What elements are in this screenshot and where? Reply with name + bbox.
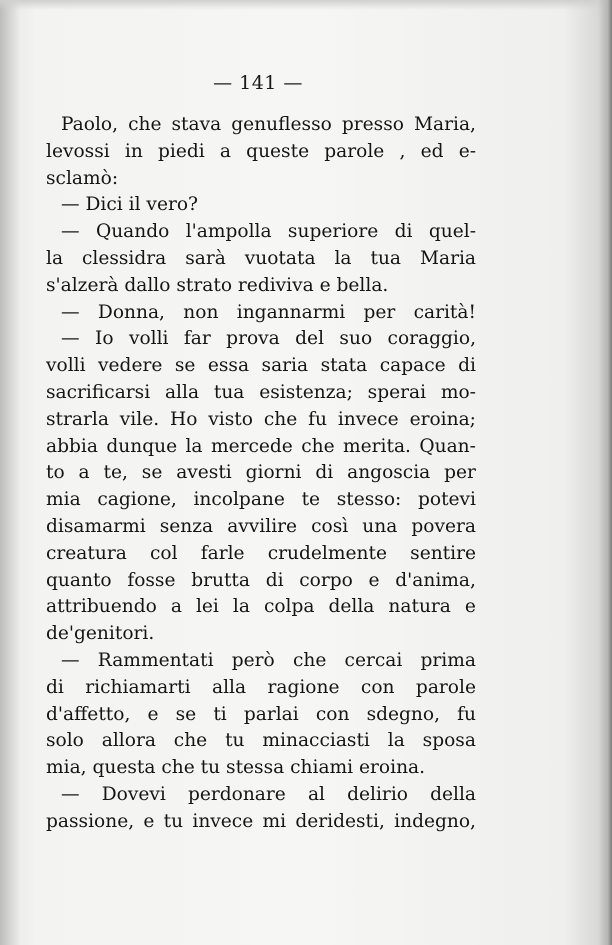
- text-line: s'alzerà dallo strato rediviva e bella.: [46, 274, 389, 296]
- word: te,: [103, 462, 128, 484]
- word: carità!: [413, 301, 476, 323]
- word: fu: [308, 408, 327, 430]
- word: volli: [128, 328, 169, 350]
- word: invece: [337, 408, 399, 430]
- word: ragione: [267, 676, 340, 698]
- word: natura: [388, 596, 451, 618]
- text-line: [46, 380, 476, 407]
- text-line: de'genitori.: [46, 623, 155, 645]
- word: una: [362, 515, 398, 537]
- word: tua: [213, 381, 245, 403]
- page-top-edge: [0, 0, 612, 10]
- word: creatura: [46, 542, 127, 564]
- word: merita.: [343, 435, 411, 457]
- word: così: [311, 515, 349, 537]
- word: Io: [95, 328, 114, 350]
- word: cercai: [344, 649, 403, 671]
- text-line: mia, questa che tu stessa chiami eroina.: [46, 757, 426, 779]
- word: alla: [164, 381, 200, 403]
- word: clessidra: [81, 247, 167, 269]
- word: queste: [246, 140, 310, 162]
- word: e: [147, 703, 159, 725]
- word: avvilire: [227, 515, 298, 537]
- word: la: [387, 730, 405, 752]
- word: Quando: [95, 221, 170, 243]
- word: richiamarti: [85, 676, 191, 698]
- word: strarla: [46, 408, 109, 430]
- word: volli: [46, 355, 86, 377]
- word: potevi: [417, 489, 476, 511]
- word: levossi: [46, 140, 110, 162]
- word: angoscia: [347, 462, 431, 484]
- word: che: [301, 435, 335, 457]
- word: cagione,: [97, 489, 177, 511]
- word: far: [183, 328, 211, 350]
- text-line: [46, 407, 476, 434]
- word: tu: [225, 730, 245, 752]
- word: a: [219, 140, 231, 162]
- body-text: [46, 112, 476, 836]
- word: Maria,: [413, 114, 476, 135]
- word: disamarmi: [46, 515, 146, 537]
- word: parole: [415, 676, 476, 698]
- word: vedere: [98, 355, 163, 377]
- word: prima: [420, 649, 476, 671]
- word: non: [183, 301, 219, 323]
- word: ingannarmi: [236, 301, 346, 323]
- word: con: [315, 703, 350, 725]
- word: brutta: [191, 569, 250, 591]
- word: crudelmente: [267, 542, 387, 564]
- word: passione,: [46, 810, 135, 832]
- word: —: [61, 783, 80, 805]
- word: se: [174, 355, 196, 377]
- word: di: [265, 569, 284, 591]
- word: fosse: [127, 569, 176, 591]
- word: di: [46, 676, 64, 698]
- word: mercede: [210, 435, 293, 457]
- word: piedi: [158, 140, 205, 162]
- word: sperai: [367, 381, 427, 403]
- word: la: [185, 435, 203, 457]
- word: —: [61, 328, 80, 350]
- word: mi: [262, 810, 287, 832]
- text-line: [46, 219, 476, 246]
- word: mo-: [440, 381, 476, 403]
- word: a: [170, 596, 182, 618]
- text-line: — Dici il vero?: [61, 194, 198, 216]
- word: farle: [200, 542, 245, 564]
- word: lei: [195, 596, 219, 618]
- word: quanto: [46, 569, 112, 591]
- word: d'anima,: [395, 569, 476, 591]
- text-line: [46, 246, 476, 273]
- word: per: [363, 301, 396, 323]
- word: eroina;: [409, 408, 476, 430]
- word: deridesti,: [295, 810, 385, 832]
- word: e: [368, 569, 380, 591]
- word: —: [61, 221, 80, 243]
- text-line: [46, 300, 476, 327]
- text-line: [46, 514, 476, 541]
- text-line: [46, 648, 476, 675]
- word: coraggio,: [387, 328, 476, 350]
- word: colpa: [263, 596, 315, 618]
- word: to: [46, 462, 65, 484]
- word: che: [292, 649, 327, 671]
- text-line: [46, 353, 476, 380]
- word: incolpane: [193, 489, 285, 511]
- word: Ho: [169, 408, 198, 430]
- word: povera: [411, 515, 476, 537]
- word: prova: [226, 328, 280, 350]
- word: stata: [320, 355, 368, 377]
- word: Paolo,: [61, 114, 119, 135]
- word: presso: [341, 114, 404, 135]
- word: al: [307, 783, 325, 805]
- word: che: [128, 114, 162, 135]
- text-line: [46, 568, 476, 595]
- word: Quan-: [419, 435, 476, 457]
- word: della: [430, 783, 476, 805]
- word: allora: [101, 730, 156, 752]
- text-line: [46, 809, 476, 836]
- word: dunque: [106, 435, 178, 457]
- word: la: [334, 247, 352, 269]
- word: —: [61, 301, 80, 323]
- word: indegno,: [394, 810, 476, 832]
- text-line: [46, 460, 476, 487]
- text-line: sclamò:: [46, 167, 119, 189]
- word: l'ampolla: [185, 221, 272, 243]
- word: in: [124, 140, 143, 162]
- text-line: [46, 728, 476, 755]
- word: e: [143, 810, 155, 832]
- word: essa: [207, 355, 250, 377]
- word: ed: [420, 140, 444, 162]
- word: esistenza;: [259, 381, 353, 403]
- text-line: [46, 326, 476, 353]
- word: sposa: [422, 730, 476, 752]
- word: —: [61, 649, 80, 671]
- word: mia: [46, 489, 81, 511]
- word: d'affetto,: [46, 703, 131, 725]
- word: senza: [159, 515, 214, 537]
- text-line: [46, 541, 476, 568]
- word: ,: [399, 140, 406, 162]
- word: con: [360, 676, 395, 698]
- word: parlai: [243, 703, 299, 725]
- word: abbia: [46, 435, 98, 457]
- word: e-: [458, 140, 476, 162]
- word: capace: [379, 355, 446, 377]
- word: suo: [339, 328, 373, 350]
- word: stava: [171, 114, 222, 135]
- text-line: [46, 782, 476, 809]
- text-line: [46, 434, 476, 461]
- word: te: [301, 489, 321, 511]
- word: parole: [324, 140, 385, 162]
- word: Rammentati: [97, 649, 214, 671]
- word: e: [464, 596, 476, 618]
- word: se: [141, 462, 163, 484]
- word: attribuendo: [46, 596, 157, 618]
- word: delirio: [347, 783, 408, 805]
- word: tu: [163, 810, 184, 832]
- word: superiore: [287, 221, 379, 243]
- text-line: [46, 675, 476, 702]
- word: fu: [457, 703, 476, 725]
- word: sarà: [185, 247, 226, 269]
- word: quel-: [428, 221, 476, 243]
- word: visto: [208, 408, 253, 430]
- word: per: [444, 462, 476, 484]
- word: vuotata: [244, 247, 316, 269]
- word: Dovevi: [101, 783, 166, 805]
- word: perdonare: [187, 783, 286, 805]
- word: a: [78, 462, 90, 484]
- word: la: [46, 247, 64, 269]
- word: col: [150, 542, 178, 564]
- word: la: [232, 596, 250, 618]
- word: avesti: [176, 462, 232, 484]
- text-line: [46, 139, 476, 166]
- word: giorni: [245, 462, 302, 484]
- word: genuflesso: [231, 114, 332, 135]
- word: della: [328, 596, 375, 618]
- page-number: — 141 —: [213, 72, 303, 94]
- word: sentire: [410, 542, 476, 564]
- word: che: [263, 408, 298, 430]
- word: tua: [370, 247, 402, 269]
- word: di: [458, 355, 476, 377]
- word: corpo: [299, 569, 353, 591]
- word: Maria: [419, 247, 476, 269]
- word: ti: [213, 703, 227, 725]
- word: saria: [261, 355, 309, 377]
- word: però: [231, 649, 275, 671]
- text-line: [46, 594, 476, 621]
- word: sacrificarsi: [46, 381, 151, 403]
- page-left-edge: [0, 0, 20, 945]
- word: se: [175, 703, 197, 725]
- word: minacciasti: [262, 730, 370, 752]
- text-line: [46, 487, 476, 514]
- word: del: [295, 328, 325, 350]
- word: di: [315, 462, 334, 484]
- page-right-edge: [598, 0, 612, 945]
- word: Donna,: [97, 301, 165, 323]
- text-line: [46, 112, 476, 139]
- word: che: [173, 730, 208, 752]
- word: di: [394, 221, 413, 243]
- word: vile.: [119, 408, 160, 430]
- word: alla: [211, 676, 247, 698]
- word: stesso:: [336, 489, 402, 511]
- word: solo: [46, 730, 84, 752]
- word: sdegno,: [366, 703, 440, 725]
- text-line: [46, 702, 476, 729]
- word: invece: [192, 810, 254, 832]
